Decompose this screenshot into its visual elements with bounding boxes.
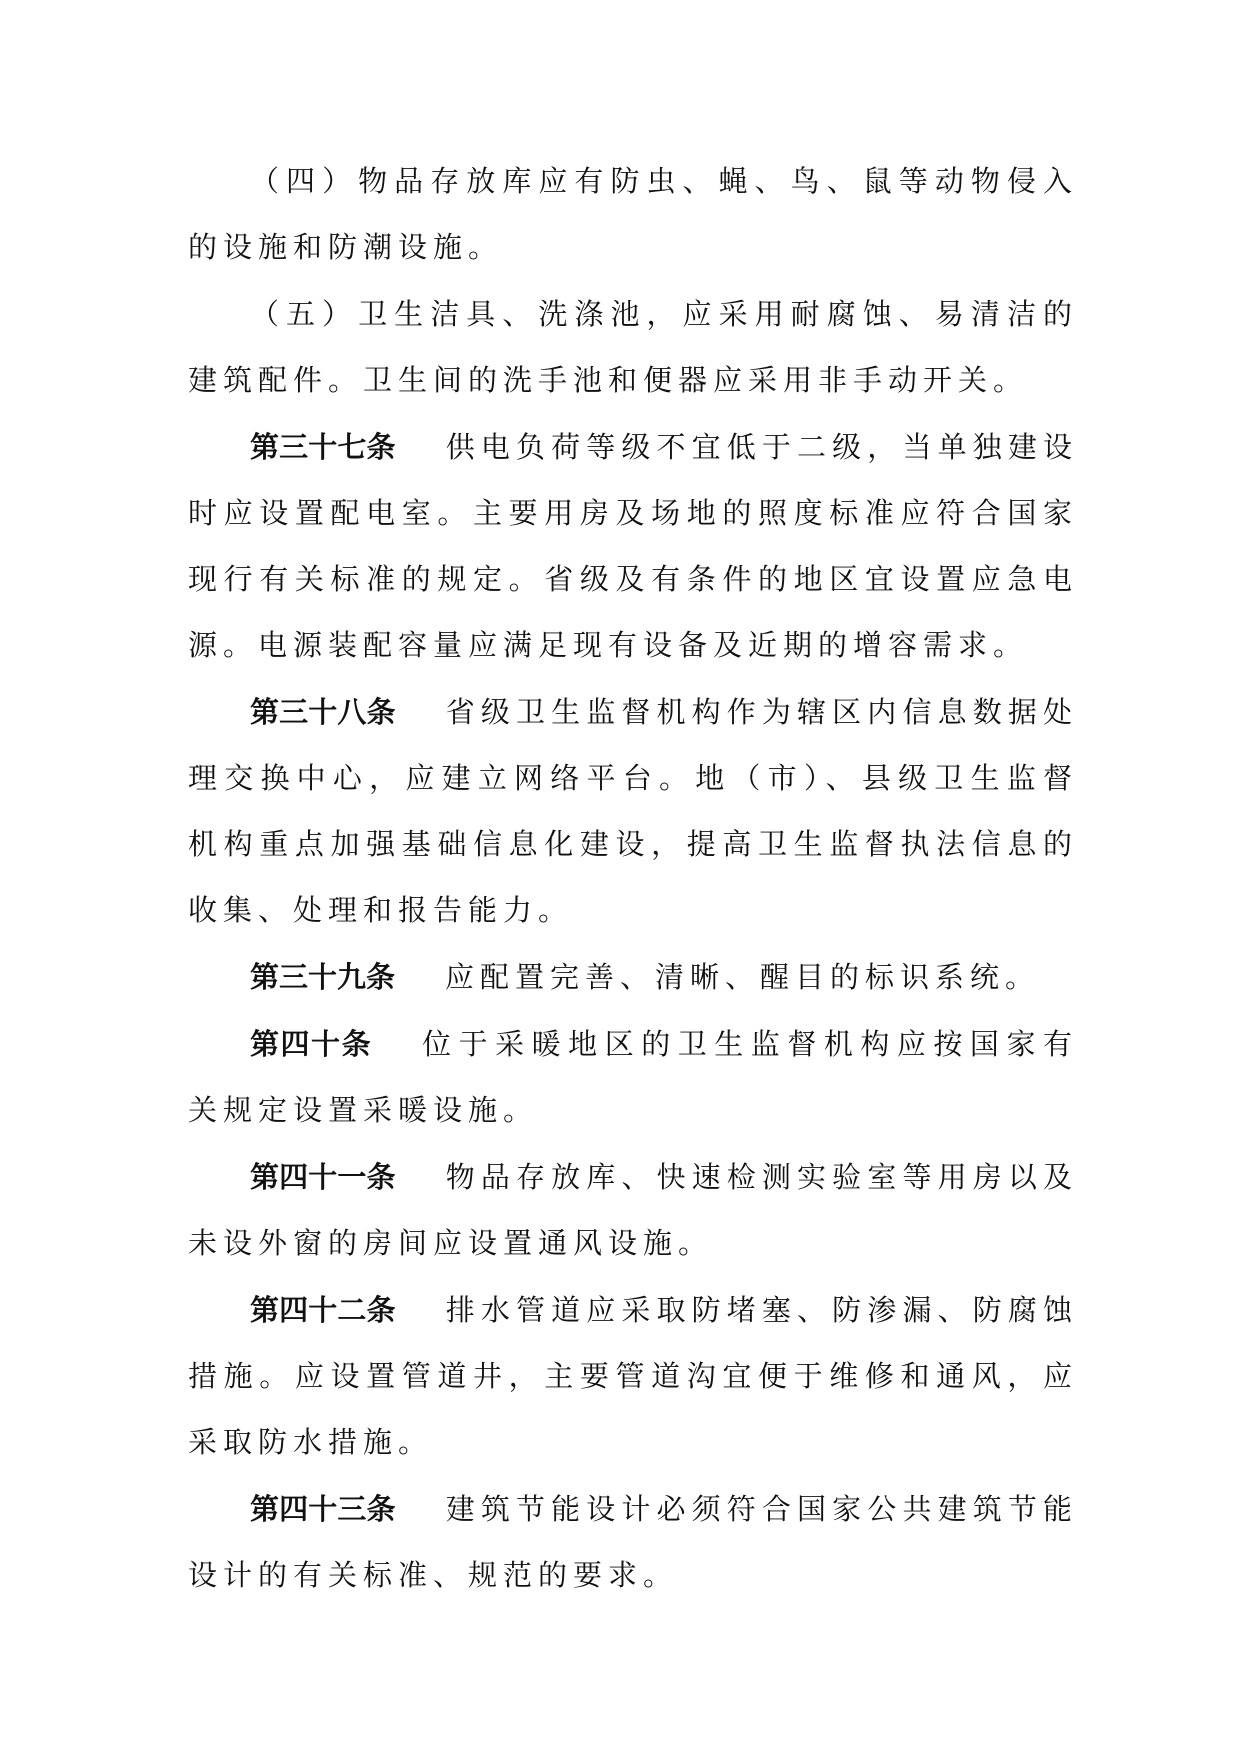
article-number: 第三十九条 <box>250 960 396 994</box>
article-text: 供电负荷等级不宜低于二级，当单独建设时应设置配电室。主要用房及场地的照度标准应符合国家现行有关标准的规定。省级及有条件的地区宜设置应急电源。电源装配容量应满足现有设备及近期的增容需求。 <box>188 430 1078 662</box>
article-number: 第四十一条 <box>250 1160 396 1194</box>
article-43 <box>188 1476 1078 1608</box>
article-39 <box>188 944 1078 1010</box>
article-40 <box>188 1011 1078 1143</box>
article-text: 应配置完善、清晰、醒目的标识系统。 <box>445 960 1041 994</box>
article-42 <box>188 1277 1078 1475</box>
article-text: 位于采暖地区的卫生监督机构应按国家有关规定设置采暖设施。 <box>188 1027 1078 1127</box>
article-text: 物品存放库、快速检测实验室等用房以及未设外窗的房间应设置通风设施。 <box>188 1160 1078 1260</box>
article-37 <box>188 414 1078 678</box>
article-text: 排水管道应采取防堵塞、防渗漏、防腐蚀措施。应设置管道井，主要管道沟宜便于维修和通风，应采取防水措施。 <box>188 1293 1078 1459</box>
article-number: 第四十条 <box>250 1027 373 1061</box>
paragraph-text: （四）物品存放库应有防虫、蝇、鸟、鼠等动物侵入的设施和防潮设施。 <box>188 164 1078 264</box>
article-text: 建筑节能设计必须符合国家公共建筑节能设计的有关标准、规范的要求。 <box>188 1492 1078 1592</box>
paragraph-item-4 <box>188 148 1078 280</box>
article-number: 第四十二条 <box>250 1293 396 1327</box>
document-page <box>188 148 1078 1608</box>
paragraph-text: （五）卫生洁具、洗涤池，应采用耐腐蚀、易清洁的建筑配件。卫生间的洗手池和便器应采用非手动开关。 <box>188 297 1078 397</box>
article-text: 省级卫生监督机构作为辖区内信息数据处理交换中心，应建立网络平台。地（市）、县级卫生监督机构重点加强基础信息化建设，提高卫生监督执法信息的收集、处理和报告能力。 <box>188 695 1078 927</box>
article-number: 第三十八条 <box>250 695 396 729</box>
article-number: 第三十七条 <box>250 430 396 464</box>
paragraph-item-5 <box>188 281 1078 413</box>
article-number: 第四十三条 <box>250 1492 396 1526</box>
article-41 <box>188 1144 1078 1276</box>
article-38 <box>188 679 1078 943</box>
